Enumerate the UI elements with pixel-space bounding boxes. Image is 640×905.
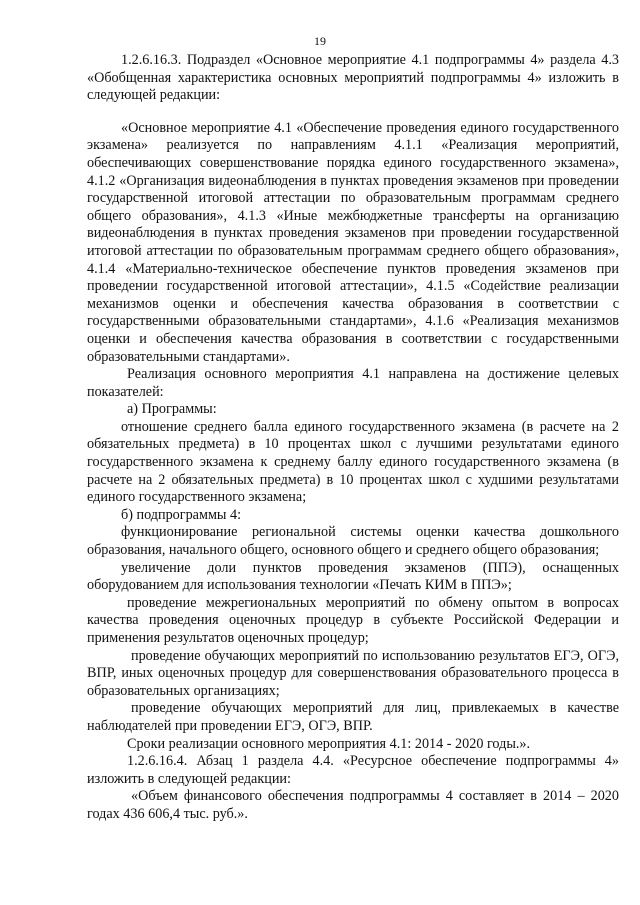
paragraph: проведение обучающих мероприятий по использованию результатов ЕГЭ, ОГЭ, ВПР, иных оценочных процедур для совершенствования образовательного процесса в образовательных организациях; <box>87 647 619 699</box>
paragraph: проведение межрегиональных мероприятий по обмену опытом в вопросах качества проведения оценочных процедур в субъекте Российской Федерации и применения результатов оценочных процедур; <box>87 594 619 646</box>
paragraph: увеличение доли пунктов проведения экзаменов (ППЭ), оснащенных оборудованием для использования технологии «Печать КИМ в ППЭ»; <box>87 559 619 594</box>
paragraph: отношение среднего балла единого государственного экзамена (в расчете на 2 обязательных предмета) в 10 процентах школ с лучшими результатами единого государственного экзамена к среднему баллу единого государственного экзамена (в расчете на 2 обязательных предмета) в 10 процентах школ с худшими результатами единого государственного экзамена; <box>87 418 619 506</box>
document-body <box>87 52 619 824</box>
paragraph: Сроки реализации основного мероприятия 4.1: 2014 - 2020 годы.». <box>127 735 531 752</box>
paragraph: «Основное мероприятие 4.1 «Обеспечение проведения единого государственного экзамена» реализуется по направлениям 4.1.1 «Реализация мероприятий, обеспечивающих совершенствование порядка единого государственного экзамена», 4.1.2 «Организация видеонаблюдения в пунктах проведения экзаменов при проведении государственной итоговой аттестации по образовательным программам среднего общего образования», 4.1.3 «Иные межбюджетные трансферты на организацию видеонаблюдения в пунктах проведения экзаменов при проведении государственной итоговой аттестации по образовательным программам среднего общего образования», 4.1.4 «Материально-техническое обеспечение пунктов проведения экзаменов при проведении государственной итоговой аттестации», 4.1.5 «Содействие реализации механизмов оценки и обеспечения качества образования в соответствии с государственными образовательными стандартами», 4.1.6 «Реализация механизмов оценки и обеспечения качества образования в соответствии с государственными образовательными стандартами». <box>87 119 619 365</box>
paragraph: функционирование региональной системы оценки качества дошкольного образования, начального общего, основного общего и среднего общего образования; <box>87 524 619 559</box>
paragraph: б) подпрограммы 4: <box>121 506 242 523</box>
paragraph: Реализация основного мероприятия 4.1 направлена на достижение целевых показателей: <box>87 366 619 400</box>
paragraph: а) Программы: <box>127 401 217 418</box>
paragraph: проведение обучающих мероприятий для лиц, привлекаемых в качестве наблюдателей при проведении ЕГЭ, ОГЭ, ВПР. <box>87 700 619 734</box>
paragraph: 1.2.6.16.4. Абзац 1 раздела 4.4. «Ресурсное обеспечение подпрограммы 4» изложить в следующей редакции: <box>87 753 619 787</box>
paragraph: 1.2.6.16.3. Подраздел «Основное мероприятие 4.1 подпрограммы 4» раздела 4.3 «Обобщенная характеристика основных мероприятий подпрограммы 4» изложить в следующей редакции: <box>87 52 619 104</box>
paragraph: «Объем финансового обеспечения подпрограммы 4 составляет в 2014 – 2020 годах 436 606,4 тыс. руб.». <box>87 788 619 822</box>
page-number: 19 <box>314 34 326 48</box>
